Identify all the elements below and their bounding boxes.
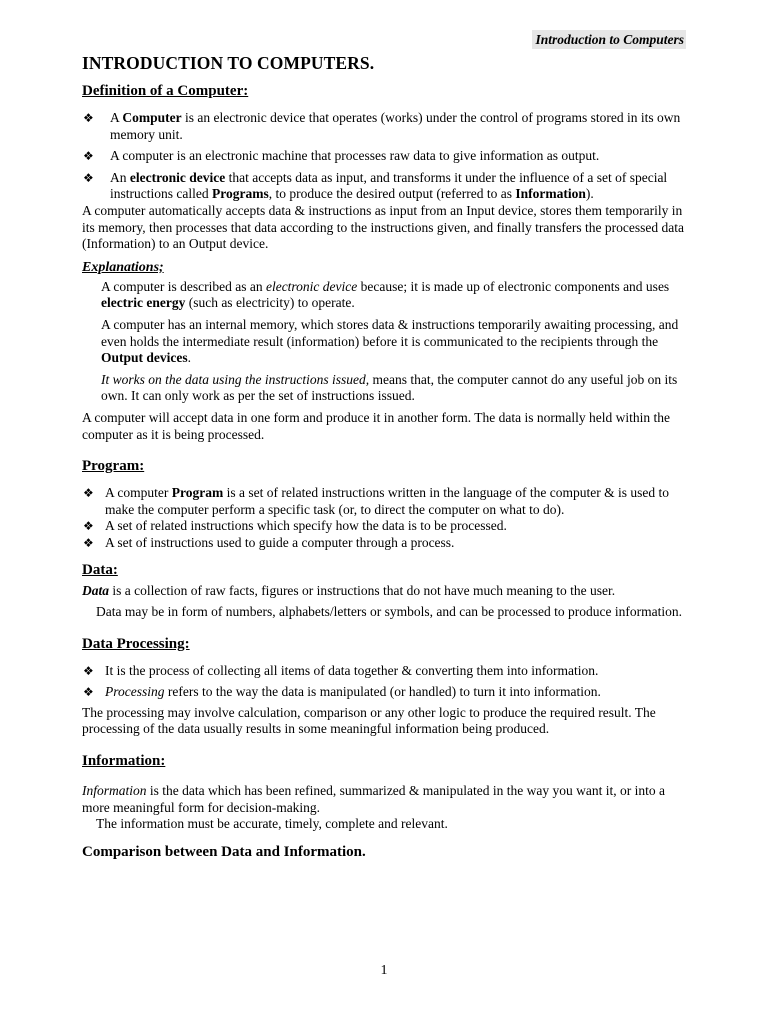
information-note: The information must be accurate, timely, complete and relevant. <box>96 816 448 832</box>
list-item: ❖ A set of instructions used to guide a computer through a process. <box>83 534 455 550</box>
explanations-heading: Explanations; <box>82 259 164 275</box>
program-heading: Program: <box>82 458 145 475</box>
diamond-bullet-icon: ❖ <box>83 170 94 185</box>
diamond-bullet-icon: ❖ <box>83 663 94 678</box>
explanations-list <box>82 279 688 405</box>
explanations-paragraph: A computer will accept data in one form and produce it in another form. The data is normally held within the computer as it is being processed. <box>82 409 670 442</box>
list-item: A computer is described as an electronic device because; it is made up of electronic components and uses electric energy (such as electricity) to operate. <box>101 278 670 311</box>
page-number: 1 <box>380 963 388 978</box>
program-list <box>82 485 688 551</box>
list-item: ❖ A set of related instructions which specify how the data is to be processed. <box>83 518 507 534</box>
data-heading: Data: <box>82 562 118 579</box>
document-body <box>82 52 688 862</box>
information-heading: Information: <box>82 753 166 770</box>
list-item: It works on the data using the instructions issued, means that, the computer cannot do any useful job on its own. It can only work as per the set of instructions issued. <box>101 371 678 404</box>
list-item: ❖ A computer Program is a set of related instructions written in the language of the computer & is used to make the computer perform a specific task (or, to direct the computer on what to do). <box>83 485 669 517</box>
diamond-bullet-icon: ❖ <box>83 519 94 534</box>
list-item: ❖ Processing refers to the way the data is manipulated (or handled) to turn it into information. <box>83 684 601 700</box>
running-header: Introduction to Computers <box>532 30 686 49</box>
data-note: Data may be in form of numbers, alphabets/letters or symbols, and can be processed to produce information. <box>96 604 682 620</box>
diamond-bullet-icon: ❖ <box>83 149 94 164</box>
list-item: ❖ An electronic device that accepts data as input, and transforms it under the influence of a set of special instructions called Programs, to produce the desired output (referred to as Information). <box>83 169 668 202</box>
definition-heading: Definition of a Computer: <box>82 83 249 99</box>
list-item: A computer has an internal memory, which stores data & instructions temporarily awaiting processing, and even holds the intermediate result (information) before it is communicated to the recipients through the Output devices. <box>101 316 679 366</box>
diamond-bullet-icon: ❖ <box>83 685 94 700</box>
processing-list <box>82 663 688 701</box>
page-title: INTRODUCTION TO COMPUTERS. <box>82 53 375 73</box>
definition-paragraph: A computer automatically accepts data & instructions as input from an Input device, stores them temporarily in its memory, then processes that data according to the instructions given, and finally transfers the processed data (Information) to an Output device. <box>82 202 684 252</box>
processing-paragraph: The processing may involve calculation, comparison or any other logic to produce the required result. The processing of the data usually results in some meaningful information being produced. <box>82 704 656 737</box>
data-processing-heading: Data Processing: <box>82 635 190 652</box>
data-paragraph: Data is a collection of raw facts, figures or instructions that do not have much meaning to the user. <box>82 583 616 599</box>
list-item: ❖ It is the process of collecting all items of data together & converting them into information. <box>83 662 599 678</box>
diamond-bullet-icon: ❖ <box>83 535 94 550</box>
comparison-heading: Comparison between Data and Information. <box>82 843 366 860</box>
information-paragraph: Information is the data which has been refined, summarized & manipulated in the way you want it, or into a more meaningful form for decision-making. <box>82 783 665 815</box>
list-item: ❖ A Computer is an electronic device that operates (works) under the control of programs stored in its own memory unit. <box>83 110 681 142</box>
diamond-bullet-icon: ❖ <box>83 486 94 501</box>
definition-list <box>82 110 688 203</box>
diamond-bullet-icon: ❖ <box>83 111 94 125</box>
list-item: ❖ A computer is an electronic machine that processes raw data to give information as output. <box>83 148 600 164</box>
